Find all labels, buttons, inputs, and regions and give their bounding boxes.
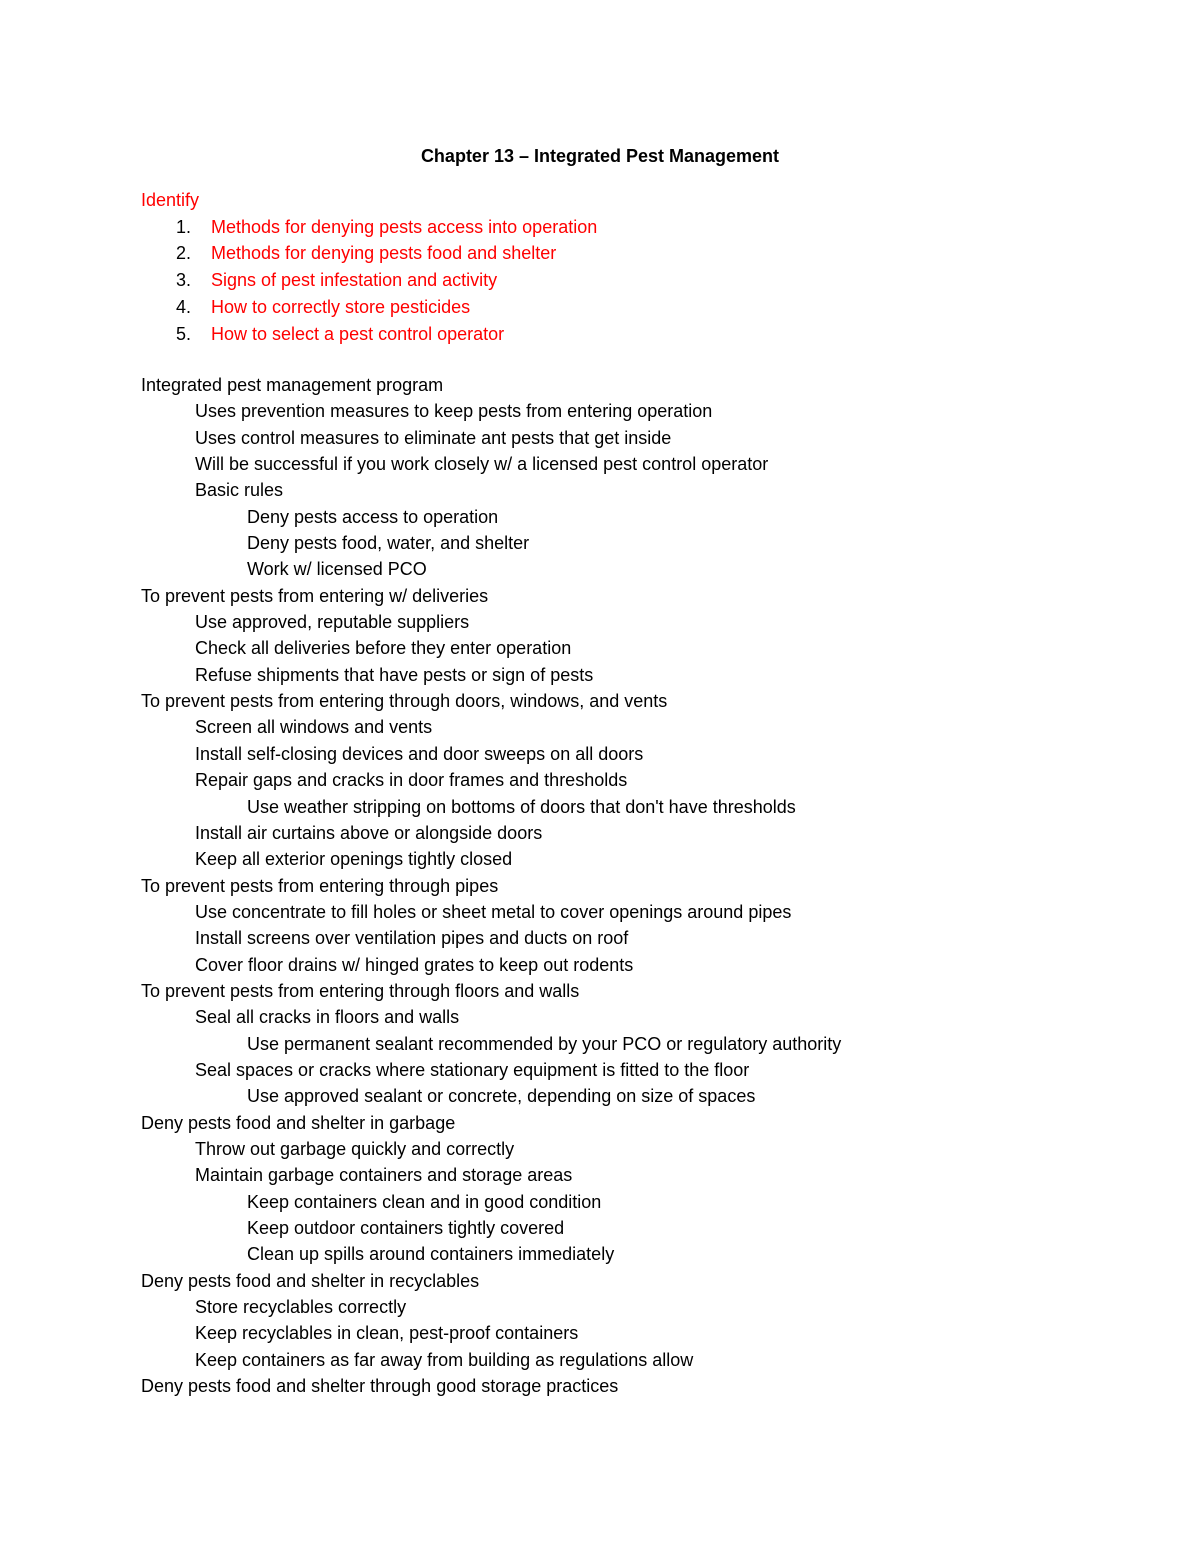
outline-item: Refuse shipments that have pests or sign of pests: [195, 664, 594, 685]
objective-item: [141, 214, 597, 241]
outline-item: Keep recyclables in clean, pest-proof containers: [195, 1323, 579, 1344]
outline-heading: Deny pests food and shelter in recyclables: [141, 1270, 480, 1291]
objective-text: Signs of pest infestation and activity: [211, 270, 498, 291]
outline-item: Uses control measures to eliminate ant pests that get inside: [195, 427, 672, 448]
objective-number: 1.: [176, 216, 192, 237]
outline-item: Use approved sealant or concrete, depending on size of spaces: [247, 1086, 756, 1107]
outline-item: Install self-closing devices and door sweeps on all doors: [195, 743, 644, 764]
identify-section: [141, 187, 597, 347]
outline-item: Maintain garbage containers and storage areas: [195, 1165, 573, 1186]
objective-item: [141, 267, 597, 294]
outline-item: Deny pests food, water, and shelter: [247, 533, 530, 554]
outline-item: Install air curtains above or alongside doors: [195, 822, 543, 843]
outline-heading: To prevent pests from entering through pipes: [141, 875, 499, 896]
objective-text: How to select a pest control operator: [211, 323, 505, 344]
outline-heading: Deny pests food and shelter through good storage practices: [141, 1376, 619, 1397]
objective-number: 5.: [176, 323, 192, 344]
outline-item: Uses prevention measures to keep pests from entering operation: [195, 401, 713, 422]
outline-item: Keep containers clean and in good condition: [247, 1191, 602, 1212]
objectives-list: [141, 214, 597, 348]
objective-item: [141, 321, 597, 348]
objective-number: 3.: [176, 270, 192, 291]
outline-heading: To prevent pests from entering w/ deliveries: [141, 585, 489, 606]
outline-heading: To prevent pests from entering through floors and walls: [141, 980, 580, 1001]
outline-item: Keep all exterior openings tightly closed: [195, 849, 513, 870]
outline-item: Check all deliveries before they enter operation: [195, 638, 572, 659]
outline-item: Repair gaps and cracks in door frames and thresholds: [195, 770, 628, 791]
outline-item: Work w/ licensed PCO: [247, 559, 427, 580]
outline-item: Throw out garbage quickly and correctly: [195, 1138, 515, 1159]
objective-text: Methods for denying pests food and shelter: [211, 243, 557, 264]
objective-item: [141, 240, 597, 267]
outline-item: Basic rules: [195, 480, 284, 501]
page-title: Chapter 13 – Integrated Pest Management: [420, 146, 780, 166]
outline-item: Cover floor drains w/ hinged grates to keep out rodents: [195, 954, 634, 975]
objective-item: [141, 294, 597, 321]
outline-item: Screen all windows and vents: [195, 717, 433, 738]
outline-item: Use approved, reputable suppliers: [195, 612, 470, 633]
objective-number: 4.: [176, 296, 192, 317]
outline-item: Clean up spills around containers immediately: [247, 1244, 615, 1265]
outline-item: Seal all cracks in floors and walls: [195, 1007, 460, 1028]
notes-outline: [141, 372, 1141, 1399]
outline-item: Store recyclables correctly: [195, 1297, 407, 1318]
outline-item: Keep containers as far away from building as regulations allow: [195, 1349, 694, 1370]
outline-item: Use weather stripping on bottoms of doors that don't have thresholds: [247, 796, 796, 817]
outline-heading: Integrated pest management program: [141, 375, 444, 395]
objective-text: How to correctly store pesticides: [211, 296, 471, 317]
outline-item: Use permanent sealant recommended by your PCO or regulatory authority: [247, 1033, 842, 1054]
outline-item: Keep outdoor containers tightly covered: [247, 1218, 565, 1238]
identify-heading: Identify: [141, 190, 200, 210]
outline-item: Deny pests access to operation: [247, 506, 499, 527]
objective-number: 2.: [176, 243, 192, 264]
outline-item: Seal spaces or cracks where stationary equipment is fitted to the floor: [195, 1059, 750, 1080]
outline-item: Install screens over ventilation pipes and ducts on roof: [195, 928, 629, 949]
outline-item: Will be successful if you work closely w/ a licensed pest control operator: [195, 454, 769, 475]
outline-heading: To prevent pests from entering through doors, windows, and vents: [141, 691, 668, 712]
objective-text: Methods for denying pests access into operation: [211, 216, 598, 237]
outline-item: Use concentrate to fill holes or sheet metal to cover openings around pipes: [195, 901, 792, 922]
outline-heading: Deny pests food and shelter in garbage: [141, 1112, 456, 1133]
